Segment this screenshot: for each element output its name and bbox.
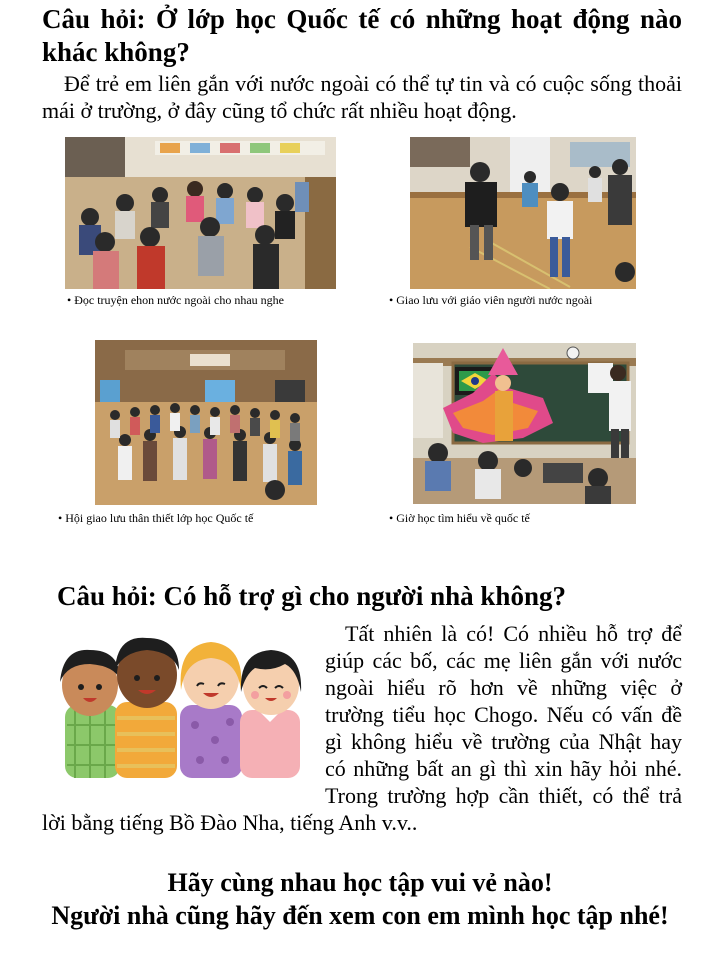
caption-international-class: • Giờ học tìm hiểu về quốc tế [389, 511, 530, 525]
friendship-gathering-photo [95, 340, 317, 505]
illustration-spacer [42, 620, 325, 785]
closing-line-2: Người nhà cũng hãy đến xem con em mình học tập nhé! [51, 901, 669, 930]
section1-title: Câu hỏi: Ở lớp học Quốc tế có những hoạt động nào khác không? [42, 4, 682, 67]
story-reading-photo [65, 137, 336, 289]
teacher-exchange-photo [410, 137, 636, 289]
caption-story-reading: • Đọc truyện ehon nước ngoài cho nhau nghe [67, 293, 284, 307]
international-class-photo [413, 343, 636, 504]
section1-body: Để trẻ em liên gắn với nước ngoài có thể tự tin và có cuộc sống thoải mái ở trường, ở đây cũng tổ chức rất nhiều hoạt động. [42, 71, 682, 123]
section2-body [42, 620, 682, 836]
section2-title: Câu hỏi: Có hỗ trợ gì cho người nhà không? [57, 581, 566, 611]
closing-line-1: Hãy cùng nhau học tập vui vẻ nào! [167, 868, 553, 897]
section2-body-text: Tất nhiên là có! Có nhiều hỗ trợ để giúp các bố, các mẹ liên gắn với nước ngoài hiểu rõ hơn về những việc ở trường tiểu học Chogo. Nếu có vấn đề gì không hiểu về trường của Nhật hay có những bất an gì thì xin hãy hỏi nhé. Trong trường hợp cần thiết, có thể trả lời bằng tiếng Bồ Đào Nha, tiếng Anh v.v.. [42, 621, 682, 835]
caption-teacher-exchange: • Giao lưu với giáo viên người nước ngoài [389, 293, 592, 307]
caption-friendship-gathering: • Hội giao lưu thân thiết lớp học Quốc tế [58, 511, 253, 525]
